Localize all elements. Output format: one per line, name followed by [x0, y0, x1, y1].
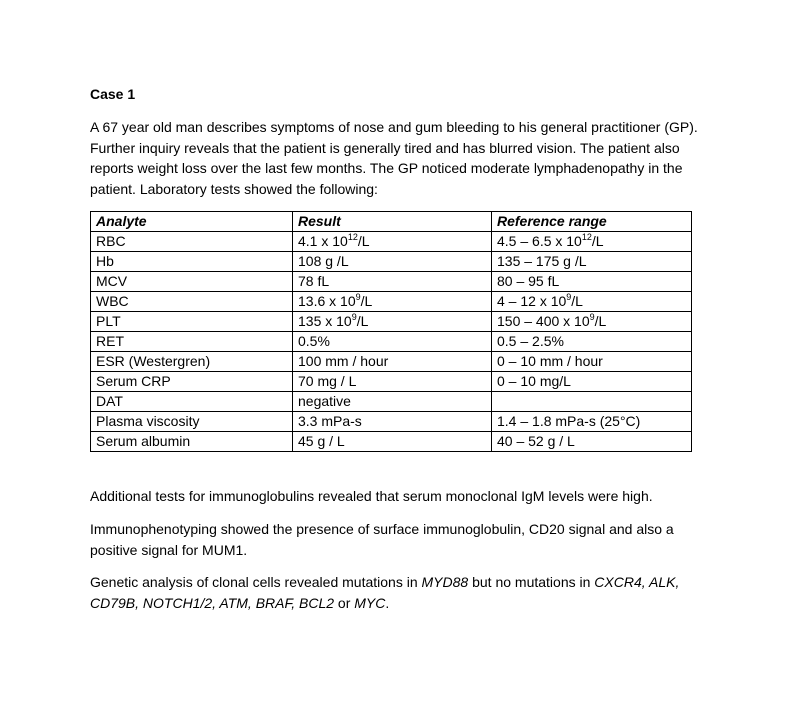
table-header-row [91, 212, 692, 232]
header-result: Result [293, 212, 492, 232]
table-row [91, 252, 692, 272]
analyte-cell: MCV [91, 272, 293, 292]
intro-paragraph: A 67 year old man describes symptoms of nose and gum bleeding to his general practitioner (GP). Further inquiry reveals that the patient is generally tired and has blurred vision. The patient also reports weight loss over the last few months. The GP noticed moderate lymphadenopathy in the patient. Laboratory tests showed the following: [90, 119, 698, 197]
reference-range-cell: 0.5 – 2.5% [492, 332, 692, 352]
analyte-cell: Hb [91, 252, 293, 272]
result-cell: 135 x $10^9/L$ [293, 312, 492, 332]
result-cell: 108 g /L [293, 252, 492, 272]
table-row [91, 412, 692, 432]
genetic-analysis-paragraph [90, 572, 700, 613]
result-cell: 70 mg / L [293, 372, 492, 392]
result-cell: 3.3 mPa-s [293, 412, 492, 432]
reference-range-cell: 150 – 400 x $10^9/L$ [492, 312, 692, 332]
table-row [91, 292, 692, 312]
reference-range-cell: 0 – 10 mg/L [492, 372, 692, 392]
analyte-cell: ESR (Westergren) [91, 352, 293, 372]
reference-range-cell: 4 – 12 x $10^9/L$ [492, 292, 692, 312]
reference-range-cell: 4.5 – 6.5 x $10^{12}/L$ [492, 232, 692, 252]
result-cell: negative [293, 392, 492, 412]
analyte-cell: Plasma viscosity [91, 412, 293, 432]
analyte-cell: RET [91, 332, 293, 352]
case-title: Case 1 [90, 86, 136, 102]
analyte-cell: RBC [91, 232, 293, 252]
result-cell: 0.5% [293, 332, 492, 352]
analyte-cell: Serum albumin [91, 432, 293, 452]
table-row [91, 392, 692, 412]
result-cell: 13.6 x $10^9/L$ [293, 292, 492, 312]
result-cell: 4.1 x $10^{12}/L$ [293, 232, 492, 252]
table-row [91, 372, 692, 392]
table-row [91, 352, 692, 372]
genetic-prefix: Genetic analysis of clonal cells revealed mutations in [90, 574, 422, 590]
reference-range-cell [492, 392, 692, 412]
table-row [91, 312, 692, 332]
table-row [91, 432, 692, 452]
gene-mutated: MYD88 [421, 574, 469, 590]
lab-results-table [90, 211, 692, 452]
additional-tests-paragraph: Additional tests for immunoglobulins revealed that serum monoclonal IgM levels were high. [90, 488, 653, 504]
reference-range-cell: 80 – 95 fL [492, 272, 692, 292]
header-reference-range: Reference range [492, 212, 692, 232]
genetic-suffix: . [385, 594, 390, 611]
reference-range-cell: 0 – 10 mm / hour [492, 352, 692, 372]
reference-range-cell: 135 – 175 g /L [492, 252, 692, 272]
immunophenotyping-paragraph: Immunophenotyping showed the presence of surface immunoglobulin, CD20 signal and also a positive signal for MUM1. [90, 521, 674, 558]
analyte-cell: WBC [91, 292, 293, 312]
gene-last: MYC [354, 594, 386, 611]
genetic-joiner: or [334, 594, 355, 611]
header-analyte: Analyte [91, 212, 293, 232]
reference-range-cell: 1.4 – 1.8 mPa-s (25°C) [492, 412, 692, 432]
table-row [91, 332, 692, 352]
table-row [91, 232, 692, 252]
genes-unmutated: CXCR4, ALK, CD79B, NOTCH1/2, ATM, BRAF, BCL2 [90, 574, 680, 611]
analyte-cell: PLT [91, 312, 293, 332]
analyte-cell: DAT [91, 392, 293, 412]
reference-range-cell: 40 – 52 g / L [492, 432, 692, 452]
table-row [91, 272, 692, 292]
genetic-middle: but no mutations in [468, 574, 595, 590]
result-cell: 100 mm / hour [293, 352, 492, 372]
analyte-cell: Serum CRP [91, 372, 293, 392]
result-cell: 45 g / L [293, 432, 492, 452]
result-cell: 78 fL [293, 272, 492, 292]
